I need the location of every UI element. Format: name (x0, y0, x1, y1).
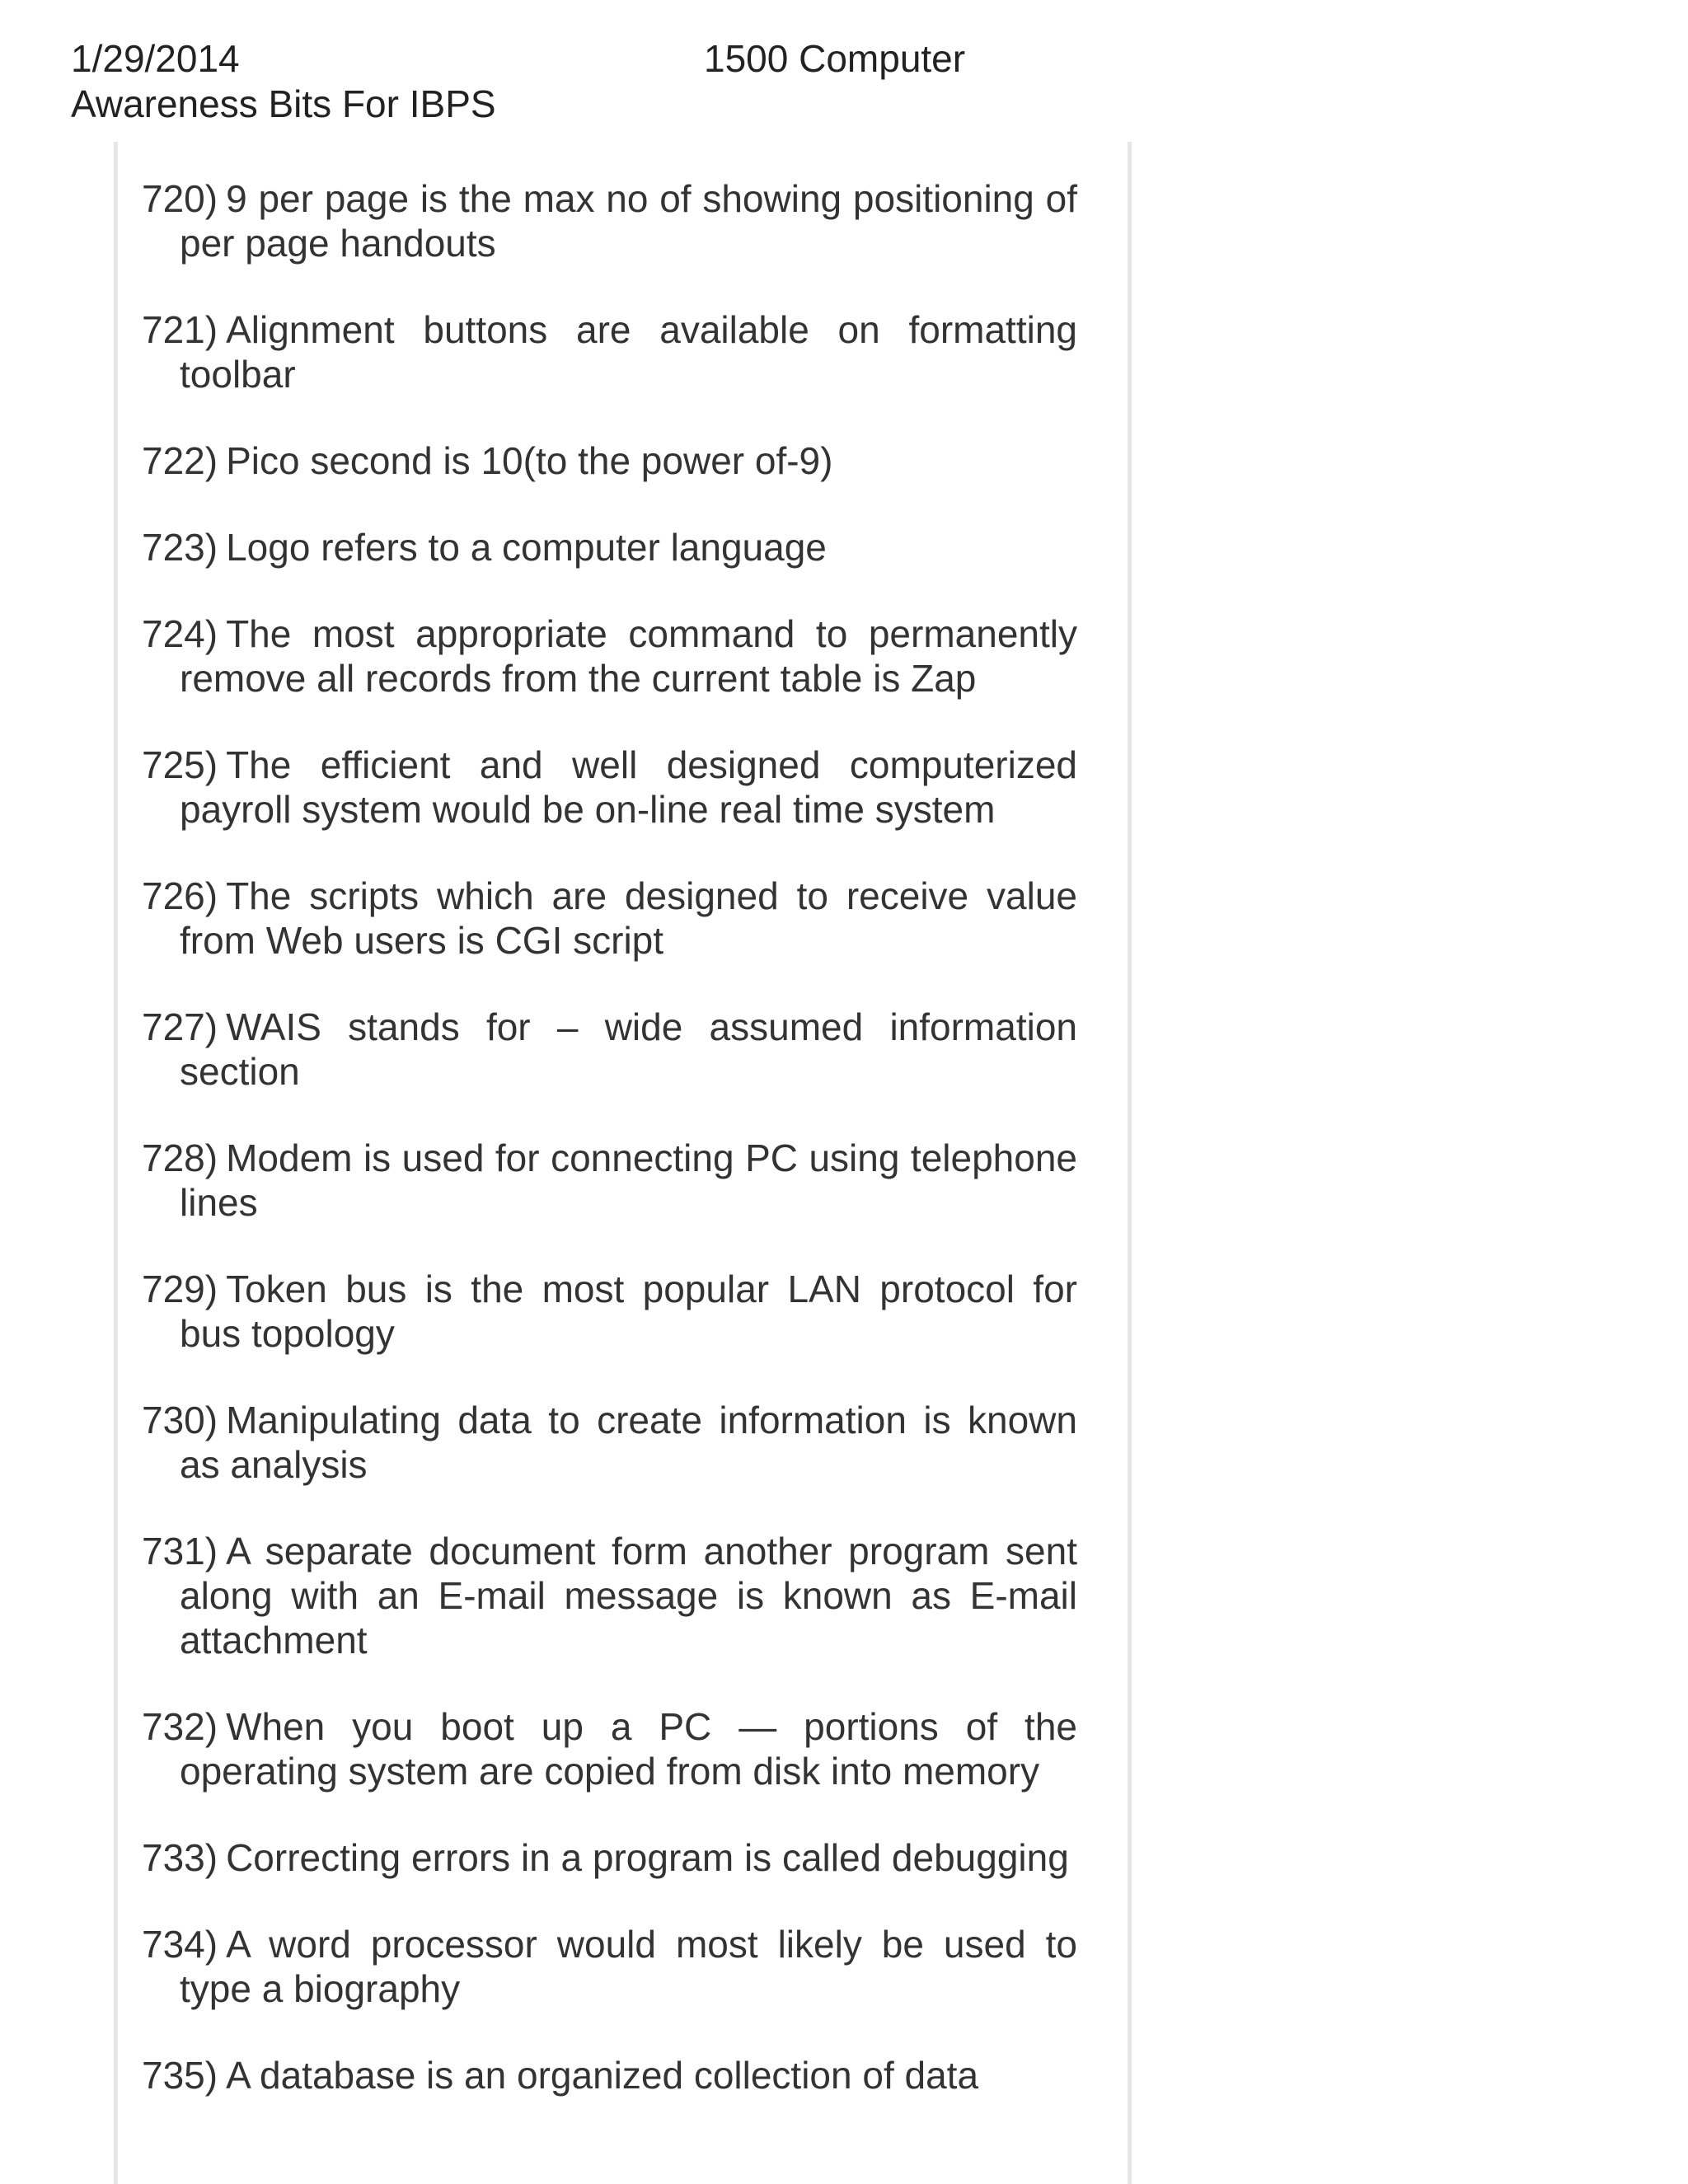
item-text: Pico second is 10(to the power of-9) (226, 439, 833, 482)
list-item (142, 1267, 1077, 1356)
list-item (142, 612, 1077, 701)
list-item (142, 874, 1077, 963)
item-text: WAIS stands for – wide assumed information section (180, 1005, 1077, 1093)
item-number: 724) (142, 612, 218, 655)
item-number: 726) (142, 874, 218, 917)
item-number: 721) (142, 308, 218, 351)
list-item (142, 743, 1077, 832)
list-item (142, 1922, 1077, 2011)
item-number: 733) (142, 1836, 218, 1879)
item-number: 723) (142, 526, 218, 569)
item-number: 722) (142, 439, 218, 482)
item-text: 9 per page is the max no of showing positioning of per page handouts (180, 177, 1077, 265)
item-number: 730) (142, 1399, 218, 1441)
list-item (142, 307, 1077, 396)
item-number: 735) (142, 2054, 218, 2097)
item-text: A word processor would most likely be used to type a biography (180, 1923, 1077, 2010)
item-text: A separate document form another program sent along with an E-mail message is known as E-mail attachment (180, 1530, 1077, 1661)
item-text: Token bus is the most popular LAN protocol for bus topology (180, 1268, 1077, 1355)
list-item (142, 1704, 1077, 1793)
awareness-bits-list (142, 176, 1077, 2139)
item-text: Manipulating data to create information is known as analysis (180, 1399, 1077, 1486)
item-text: The scripts which are designed to receive value from Web users is CGI script (180, 874, 1077, 962)
item-text: Alignment buttons are available on formatting toolbar (180, 308, 1077, 396)
item-text: The most appropriate command to permanently remove all records from the current table is Zap (180, 612, 1077, 700)
item-text: When you boot up a PC — portions of the operating system are copied from disk into memory (180, 1705, 1077, 1793)
item-text: Correcting errors in a program is called debugging (226, 1836, 1069, 1879)
list-item (142, 1835, 1077, 1880)
list-item (142, 1005, 1077, 1094)
item-text: A database is an organized collection of data (226, 2054, 979, 2097)
item-number: 720) (142, 177, 218, 220)
item-number: 731) (142, 1530, 218, 1572)
list-item (142, 1136, 1077, 1225)
item-number: 732) (142, 1705, 218, 1748)
item-text: The efficient and well designed computerized payroll system would be on-line real time system (180, 743, 1077, 831)
item-number: 729) (142, 1268, 218, 1310)
header-title: 1500 Computer (704, 37, 966, 80)
item-number: 725) (142, 743, 218, 786)
item-text: Modem is used for connecting PC using telephone lines (180, 1137, 1077, 1224)
list-item (142, 438, 1077, 483)
list-item (142, 525, 1077, 569)
header-subtitle: Awareness Bits For IBPS (71, 82, 496, 125)
list-item (142, 1398, 1077, 1487)
list-item (142, 176, 1077, 265)
list-item (142, 1529, 1077, 1662)
item-number: 728) (142, 1137, 218, 1179)
item-number: 734) (142, 1923, 218, 1966)
item-text: Logo refers to a computer language (226, 526, 827, 569)
header-date: 1/29/2014 (71, 37, 240, 80)
list-item (142, 2053, 1077, 2097)
item-number: 727) (142, 1005, 218, 1048)
page-header (71, 36, 1142, 135)
